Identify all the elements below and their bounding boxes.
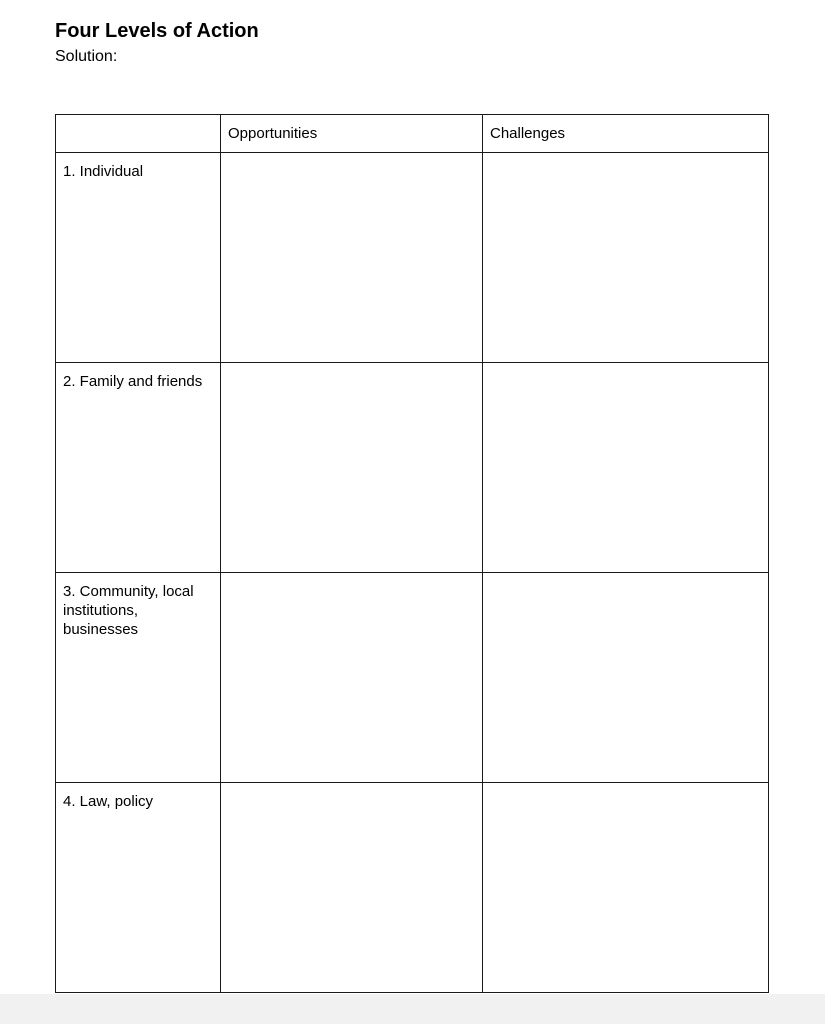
table-row <box>56 153 769 363</box>
challenges-cell[interactable] <box>483 573 769 783</box>
solution-label: Solution: <box>55 48 118 65</box>
level-label: 1. Individual <box>56 153 221 363</box>
header-row <box>56 115 769 153</box>
level-label: 4. Law, policy <box>56 783 221 993</box>
level-label: 2. Family and friends <box>56 363 221 573</box>
levels-table <box>55 114 769 993</box>
header-challenges: Challenges <box>483 115 769 153</box>
page-bottom-edge <box>0 994 825 1024</box>
level-label: 3. Community, local institutions, businesses <box>56 573 221 783</box>
opportunities-cell[interactable] <box>221 363 483 573</box>
opportunities-cell[interactable] <box>221 153 483 363</box>
challenges-cell[interactable] <box>483 783 769 993</box>
table-row <box>56 783 769 993</box>
opportunities-cell[interactable] <box>221 783 483 993</box>
opportunities-cell[interactable] <box>221 573 483 783</box>
header-opportunities: Opportunities <box>221 115 483 153</box>
challenges-cell[interactable] <box>483 153 769 363</box>
table-row <box>56 573 769 783</box>
header-corner-cell <box>56 115 221 153</box>
page-title: Four Levels of Action <box>55 20 259 42</box>
table-row <box>56 363 769 573</box>
challenges-cell[interactable] <box>483 363 769 573</box>
